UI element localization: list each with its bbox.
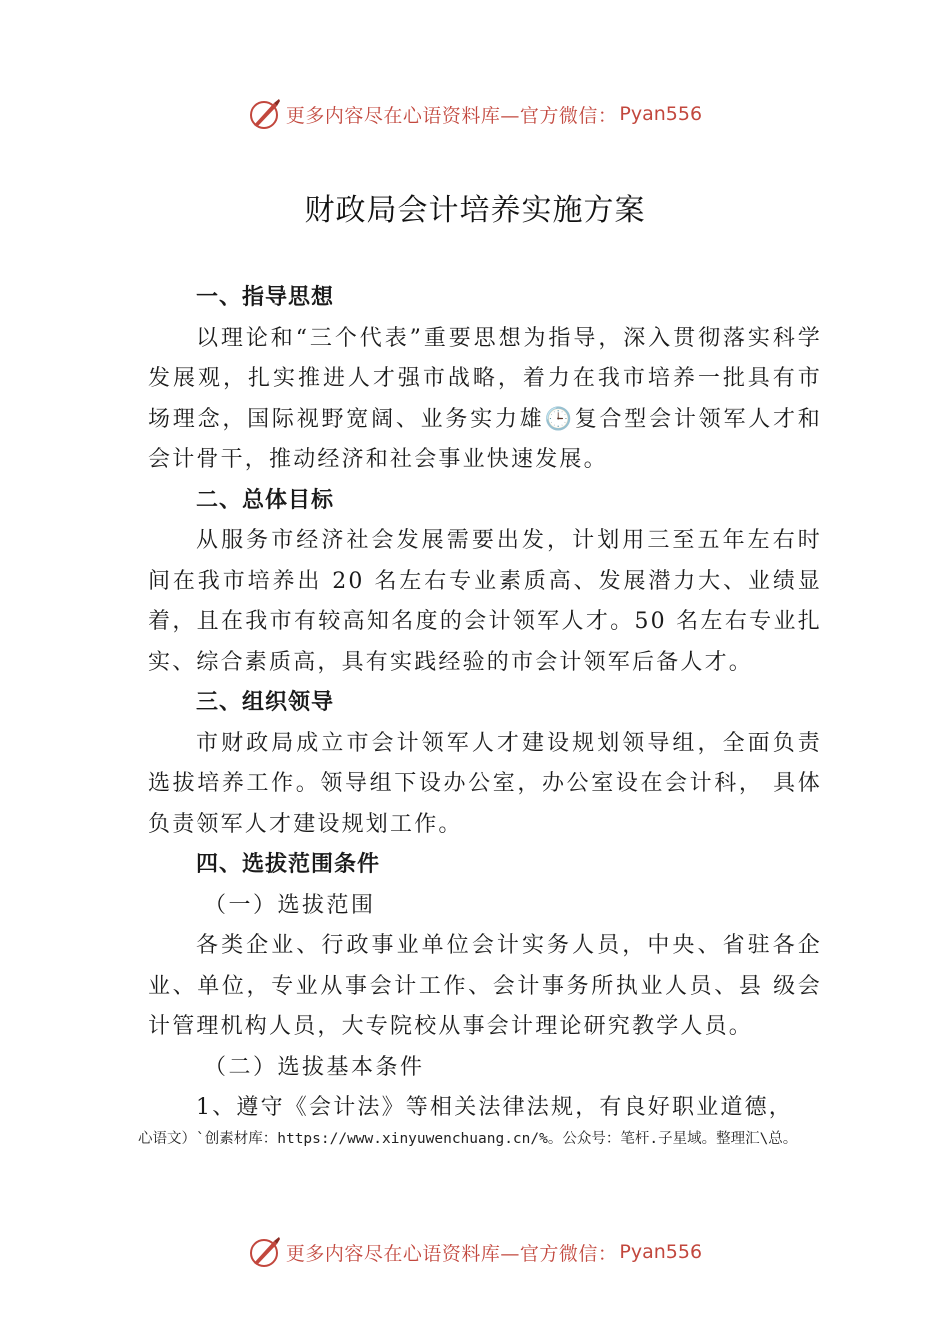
banner-wechat-id: Pyan556: [619, 1241, 703, 1263]
footnote-source: 心语文）`创素材库：https://www.xinyuwenchuang.cn/%。公众号：笔杆.子星域。整理汇\总。: [138, 1131, 798, 1147]
banner-text: 更多内容尽在心语资料库—官方微信：: [285, 104, 618, 127]
section-heading: 三、组织领导: [196, 690, 335, 715]
section-paragraph: 从服务市经济社会发展需要出发，计划用三至五年左右时间在我市培养出 20 名左右专业素质高、发展潜力大、业绩显着，且在我市有较高知名度的会计领军人才。50 名左右专业扎实、综合素质高，具有实践经验的市会计领军后备人才。: [148, 528, 822, 675]
section-paragraph: 各类企业、行政事业单位会计实务人员，中央、省驻各企业、单位，专业从事会计工作、会计事务所执业人员、县 级会计管理机构人员，大专院校从事会计理论研究教学人员。: [148, 933, 822, 1039]
list-item: 1、遵守《会计法》等相关法律法规，有良好职业道德，: [196, 1095, 793, 1120]
header-watermark-banner: [0, 94, 950, 134]
document-title: 财政局会计培养实施方案: [304, 193, 646, 228]
section-paragraph: 市财政局成立市会计领军人才建设规划领导组，全面负责选拔培养工作。领导组下设办公室，办公室设在会计科， 具体负责领军人才建设规划工作。: [148, 730, 822, 837]
banner-wechat-id: Pyan556: [619, 103, 703, 125]
section-paragraph: 以理论和“三个代表”重要思想为指导，深入贯彻落实科学发展观，扎实推进人才强市战略，着力在我市培养一批具有市场理念，国际视野宽阔、业务实力雄🕒复合型会计领军人才和会计骨干，推动经济和社会事业快速发展。: [148, 325, 822, 472]
subsection-heading: （二）选拔基本条件: [204, 1054, 425, 1080]
section-heading: 二、总体目标: [196, 487, 335, 513]
section-heading: 四、选拔范围条件: [196, 852, 381, 877]
subsection-heading: （一）选拔范围: [204, 892, 376, 918]
brush-logo-icon: [248, 97, 282, 131]
brush-logo-icon: [248, 1235, 282, 1269]
document-body: [148, 278, 822, 1129]
section-heading: 一、指导思想: [196, 285, 335, 310]
footer-watermark-banner: [0, 1232, 950, 1272]
banner-text: 更多内容尽在心语资料库—官方微信：: [285, 1242, 618, 1265]
